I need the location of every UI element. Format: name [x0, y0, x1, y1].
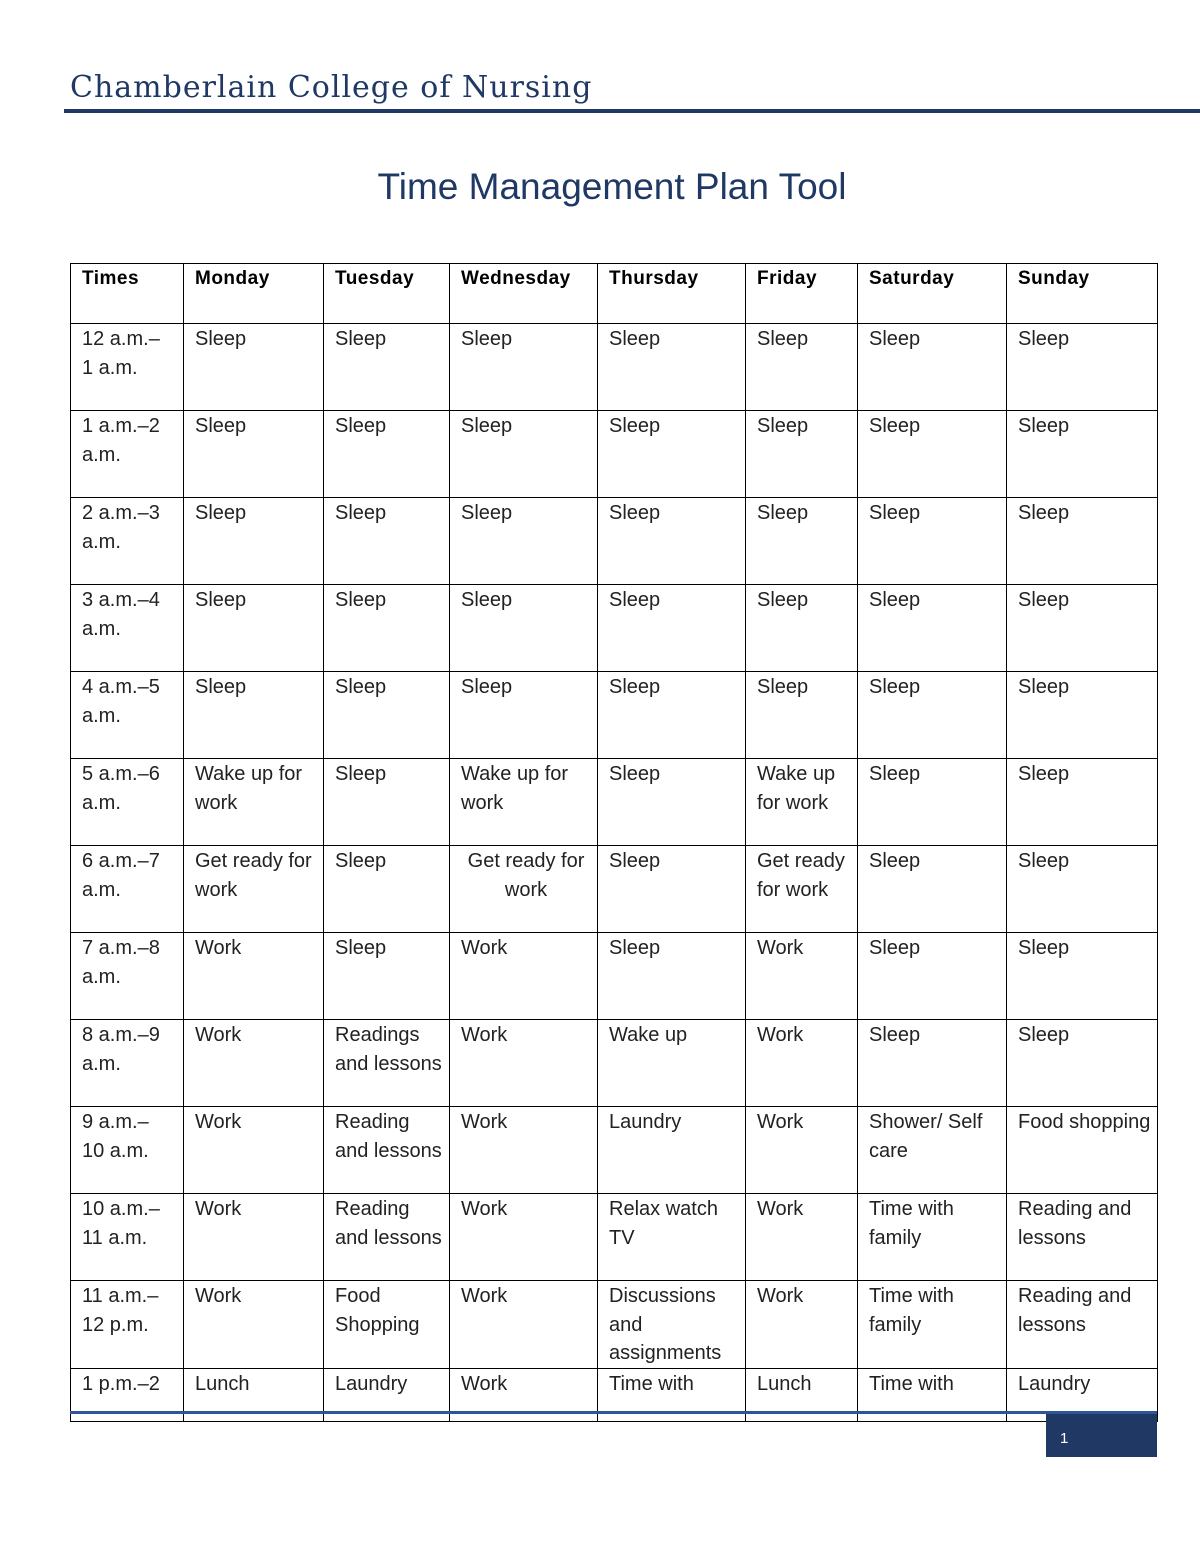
activity-cell: Sleep [598, 585, 746, 672]
activity-cell: Sleep [184, 324, 324, 411]
page-number: 1 [1046, 1414, 1157, 1457]
column-header-monday: Monday [184, 264, 324, 324]
activity-cell: Relax watch TV [598, 1194, 746, 1281]
activity-cell: Sleep [1007, 411, 1158, 498]
activity-cell: Sleep [598, 411, 746, 498]
activity-cell: Wake up for work [184, 759, 324, 846]
time-slot-cell: 5 a.m.–6 a.m. [71, 759, 184, 846]
activity-cell: Laundry [1007, 1368, 1158, 1421]
document-title: Time Management Plan Tool [377, 166, 847, 207]
activity-cell: Sleep [858, 585, 1007, 672]
activity-cell: Sleep [746, 585, 858, 672]
activity-cell: Time with [858, 1368, 1007, 1421]
time-slot-cell: 3 a.m.–4 a.m. [71, 585, 184, 672]
time-slot-cell: 4 a.m.–5 a.m. [71, 672, 184, 759]
table-row [71, 846, 1158, 933]
activity-cell: Sleep [1007, 759, 1158, 846]
activity-cell: Sleep [1007, 498, 1158, 585]
activity-cell: Work [450, 1368, 598, 1421]
activity-cell: Reading and lessons [324, 1107, 450, 1194]
activity-cell: Sleep [746, 411, 858, 498]
table-row [71, 672, 1158, 759]
activity-cell: Sleep [324, 498, 450, 585]
activity-cell: Work [450, 1281, 598, 1369]
activity-cell: Work [746, 1194, 858, 1281]
column-header-thursday: Thursday [598, 264, 746, 324]
activity-cell: Work [450, 1020, 598, 1107]
activity-cell: Sleep [450, 585, 598, 672]
activity-cell: Sleep [324, 585, 450, 672]
activity-cell: Work [184, 1107, 324, 1194]
activity-cell: Sleep [324, 324, 450, 411]
activity-cell: Sleep [1007, 933, 1158, 1020]
activity-cell: Time with [598, 1368, 746, 1421]
activity-cell: Get ready for work [746, 846, 858, 933]
table-row [71, 1020, 1158, 1107]
activity-cell: Sleep [858, 1020, 1007, 1107]
activity-cell: Food Shopping [324, 1281, 450, 1369]
column-header-friday: Friday [746, 264, 858, 324]
time-slot-cell: 9 a.m.– 10 a.m. [71, 1107, 184, 1194]
activity-cell: Sleep [746, 498, 858, 585]
activity-cell: Sleep [858, 846, 1007, 933]
activity-cell: Work [450, 1194, 598, 1281]
activity-cell: Sleep [450, 498, 598, 585]
table-row [71, 498, 1158, 585]
activity-cell: Lunch [746, 1368, 858, 1421]
activity-cell: Work [184, 1194, 324, 1281]
activity-cell: Wake up for work [450, 759, 598, 846]
activity-cell: Get ready for work [184, 846, 324, 933]
activity-cell: Sleep [450, 672, 598, 759]
activity-cell: Sleep [858, 759, 1007, 846]
activity-cell: Sleep [598, 933, 746, 1020]
activity-cell: Sleep [858, 324, 1007, 411]
activity-cell: Laundry [598, 1107, 746, 1194]
activity-cell: Sleep [1007, 324, 1158, 411]
activity-cell: Sleep [858, 933, 1007, 1020]
activity-cell: Work [746, 1281, 858, 1369]
table-row [71, 1107, 1158, 1194]
column-header-tuesday: Tuesday [324, 264, 450, 324]
activity-cell: Discussions and assignments [598, 1281, 746, 1369]
activity-cell: Wake up for work [746, 759, 858, 846]
activity-cell: Work [746, 1107, 858, 1194]
activity-cell: Laundry [324, 1368, 450, 1421]
activity-cell: Sleep [598, 846, 746, 933]
activity-cell: Work [184, 1281, 324, 1369]
activity-cell: Sleep [184, 498, 324, 585]
activity-cell: Readings and lessons [324, 1020, 450, 1107]
footer-divider [70, 1411, 1157, 1414]
activity-cell: Work [746, 933, 858, 1020]
activity-cell: Sleep [598, 672, 746, 759]
activity-cell: Work [450, 933, 598, 1020]
activity-cell: Sleep [1007, 672, 1158, 759]
header-row [71, 264, 1158, 324]
activity-cell: Sleep [1007, 846, 1158, 933]
activity-cell: Work [746, 1020, 858, 1107]
table-row [71, 759, 1158, 846]
institution-name: Chamberlain College of Nursing [70, 70, 593, 105]
activity-cell: Sleep [746, 324, 858, 411]
activity-cell: Sleep [184, 672, 324, 759]
activity-cell: Sleep [858, 498, 1007, 585]
activity-cell: Food shopping [1007, 1107, 1158, 1194]
activity-cell: Sleep [184, 411, 324, 498]
activity-cell: Work [450, 1107, 598, 1194]
activity-cell: Reading and lessons [1007, 1281, 1158, 1369]
column-header-sunday: Sunday [1007, 264, 1158, 324]
activity-cell: Sleep [858, 672, 1007, 759]
activity-cell: Wake up [598, 1020, 746, 1107]
time-slot-cell: 10 a.m.– 11 a.m. [71, 1194, 184, 1281]
column-header-times: Times [71, 264, 184, 324]
column-header-saturday: Saturday [858, 264, 1007, 324]
activity-cell: Sleep [324, 846, 450, 933]
activity-cell: Time with family [858, 1194, 1007, 1281]
time-slot-cell: 8 a.m.–9 a.m. [71, 1020, 184, 1107]
activity-cell: Sleep [324, 672, 450, 759]
table-row [71, 411, 1158, 498]
time-slot-cell: 1 a.m.–2 a.m. [71, 411, 184, 498]
activity-cell: Lunch [184, 1368, 324, 1421]
activity-cell: Time with family [858, 1281, 1007, 1369]
activity-cell: Sleep [324, 933, 450, 1020]
activity-cell: Sleep [746, 672, 858, 759]
activity-cell: Sleep [858, 411, 1007, 498]
activity-cell: Sleep [450, 324, 598, 411]
table-row [71, 1194, 1158, 1281]
table-row [71, 933, 1158, 1020]
table-row [71, 1281, 1158, 1369]
activity-cell: Sleep [184, 585, 324, 672]
header-divider [64, 109, 1200, 113]
activity-cell: Sleep [1007, 585, 1158, 672]
time-slot-cell: 7 a.m.–8 a.m. [71, 933, 184, 1020]
activity-cell: Work [184, 1020, 324, 1107]
activity-cell: Get ready for work [450, 846, 598, 933]
activity-cell: Sleep [450, 411, 598, 498]
activity-cell: Sleep [324, 759, 450, 846]
activity-cell: Sleep [598, 498, 746, 585]
time-slot-cell: 1 p.m.–2 [71, 1368, 184, 1421]
time-slot-cell: 12 a.m.– 1 a.m. [71, 324, 184, 411]
activity-cell: Sleep [324, 411, 450, 498]
activity-cell: Sleep [598, 324, 746, 411]
time-slot-cell: 11 a.m.– 12 p.m. [71, 1281, 184, 1369]
activity-cell: Reading and lessons [1007, 1194, 1158, 1281]
time-slot-cell: 2 a.m.–3 a.m. [71, 498, 184, 585]
activity-cell: Reading and lessons [324, 1194, 450, 1281]
activity-cell: Work [184, 933, 324, 1020]
schedule-table [70, 263, 1158, 1422]
activity-cell: Shower/ Self care [858, 1107, 1007, 1194]
time-slot-cell: 6 a.m.–7 a.m. [71, 846, 184, 933]
table-row [71, 585, 1158, 672]
table-row [71, 324, 1158, 411]
activity-cell: Sleep [598, 759, 746, 846]
column-header-wednesday: Wednesday [450, 264, 598, 324]
activity-cell: Sleep [1007, 1020, 1158, 1107]
